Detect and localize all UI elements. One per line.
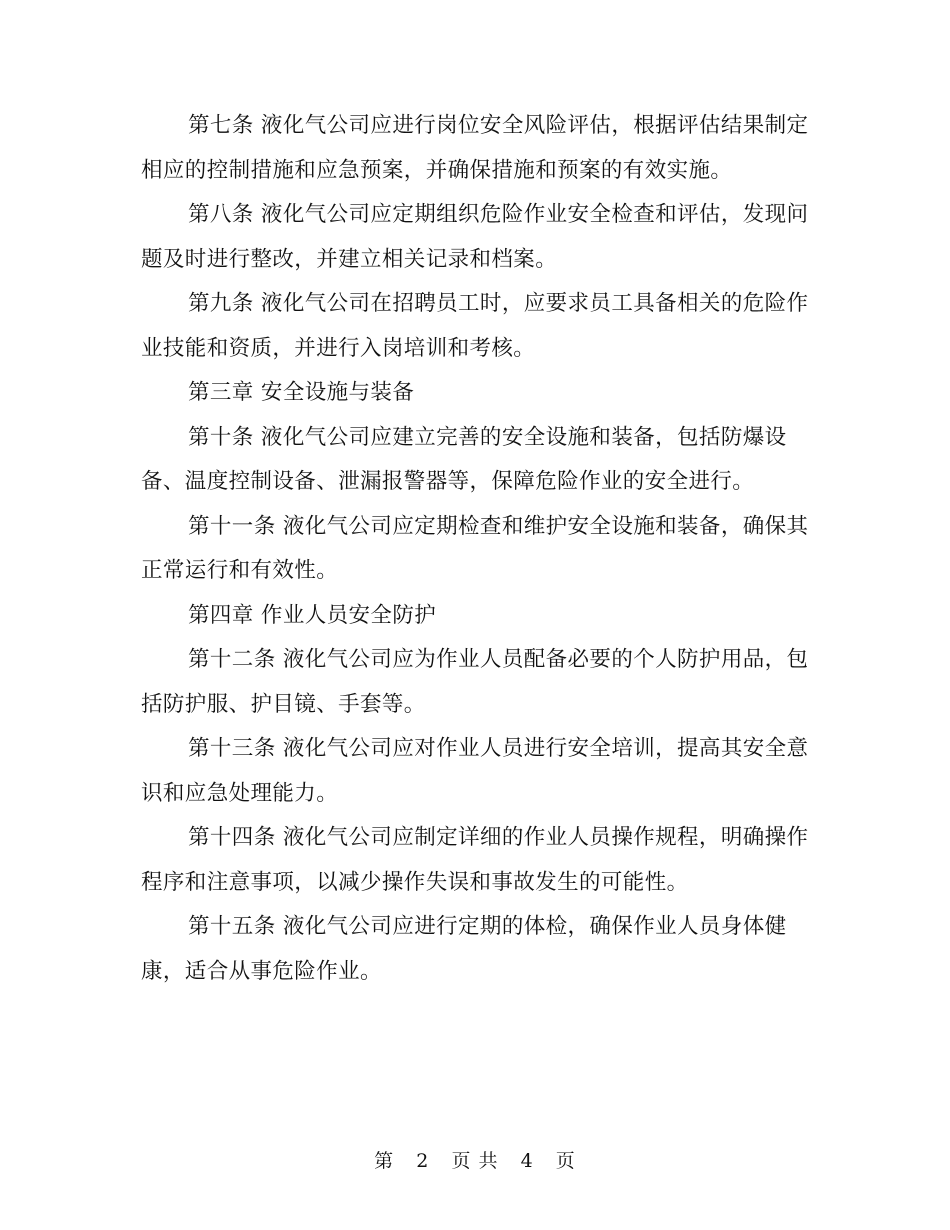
chapter-4-heading: 第四章 作业人员安全防护 <box>188 602 437 628</box>
footer-middle: 页 共 <box>451 1150 499 1172</box>
article-13: 第十三条 液化气公司应对作业人员进行安全培训，提高其安全意识和应急处理能力。 <box>141 736 809 806</box>
article-10: 第十条 液化气公司应建立完善的安全设施和装备，包括防爆设备、温度控制设备、泄漏报警器等，保障危险作业的安全进行。 <box>141 424 787 494</box>
document-body <box>141 104 811 994</box>
footer-total-pages: 4 <box>520 1150 534 1172</box>
footer-suffix: 页 <box>555 1150 576 1172</box>
footer-prefix: 第 <box>374 1150 395 1172</box>
page-footer <box>0 1146 950 1173</box>
article-11: 第十一条 液化气公司应定期检查和维护安全设施和装备，确保其正常运行和有效性。 <box>141 513 809 583</box>
footer-page-number: 2 <box>416 1150 430 1172</box>
article-8: 第八条 液化气公司应定期组织危险作业安全检查和评估，发现问题及时进行整改，并建立相关记录和档案。 <box>141 202 809 272</box>
article-15: 第十五条 液化气公司应进行定期的体检，确保作业人员身体健康，适合从事危险作业。 <box>141 914 787 984</box>
article-9: 第九条 液化气公司在招聘员工时，应要求员工具备相关的危险作业技能和资质，并进行入岗培训和考核。 <box>141 291 809 361</box>
chapter-3-heading: 第三章 安全设施与装备 <box>188 380 415 405</box>
article-7: 第七条 液化气公司应进行岗位安全风险评估，根据评估结果制定相应的控制措施和应急预案，并确保措施和预案的有效实施。 <box>141 113 809 183</box>
article-14: 第十四条 液化气公司应制定详细的作业人员操作规程，明确操作程序和注意事项，以减少操作失误和事故发生的可能性。 <box>141 825 809 895</box>
article-12: 第十二条 液化气公司应为作业人员配备必要的个人防护用品，包括防护服、护目镜、手套等。 <box>141 647 809 717</box>
